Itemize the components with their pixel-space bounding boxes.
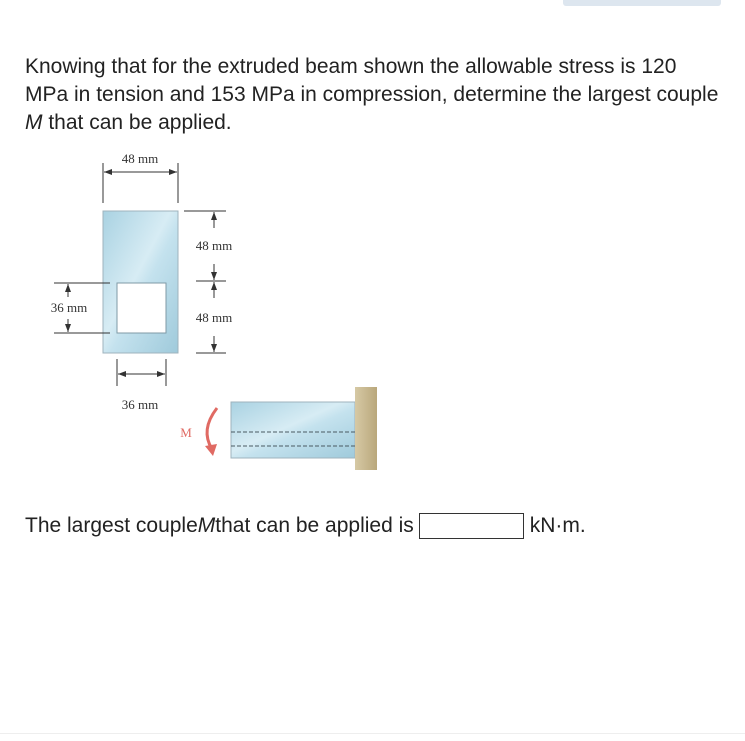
beam-diagram	[0, 140, 400, 480]
dim-top-width-label: 48 mm	[121, 151, 159, 166]
question-var-m: M	[25, 111, 43, 134]
dim-right-heights	[184, 211, 232, 353]
top-toolbar-strip	[563, 0, 721, 6]
dim-upper-height-label: 48 mm	[195, 238, 233, 253]
beam-side-view	[231, 402, 355, 458]
question-text-part1: Knowing that for the extruded beam shown the allowable stress is 120 MPa in tension and 153 MPa in compression, determine the largest couple	[25, 55, 719, 106]
answer-label-var: M	[197, 514, 216, 537]
dim-top-width	[103, 151, 178, 203]
bottom-divider	[0, 733, 745, 734]
beam-figure	[0, 140, 400, 480]
dim-hole-height	[51, 283, 110, 333]
answer-label-part1: The largest couple	[25, 514, 198, 537]
answer-unit: kN·m.	[529, 514, 586, 537]
question-text	[25, 53, 725, 137]
dim-hole-width	[117, 359, 166, 412]
moment-arrow-icon	[205, 408, 217, 456]
dim-hole-width-label: 36 mm	[121, 397, 159, 412]
question-text-part2: that can be applied.	[42, 111, 232, 134]
answer-label-part2: that can be applied is	[215, 514, 414, 537]
dim-lower-height-label: 48 mm	[195, 310, 233, 325]
wall-support	[355, 387, 377, 470]
moment-label: M	[180, 425, 192, 440]
answer-row	[25, 511, 586, 541]
dim-hole-height-label: 36 mm	[50, 300, 88, 315]
answer-input[interactable]	[419, 513, 524, 539]
cross-section-hole	[117, 283, 166, 333]
